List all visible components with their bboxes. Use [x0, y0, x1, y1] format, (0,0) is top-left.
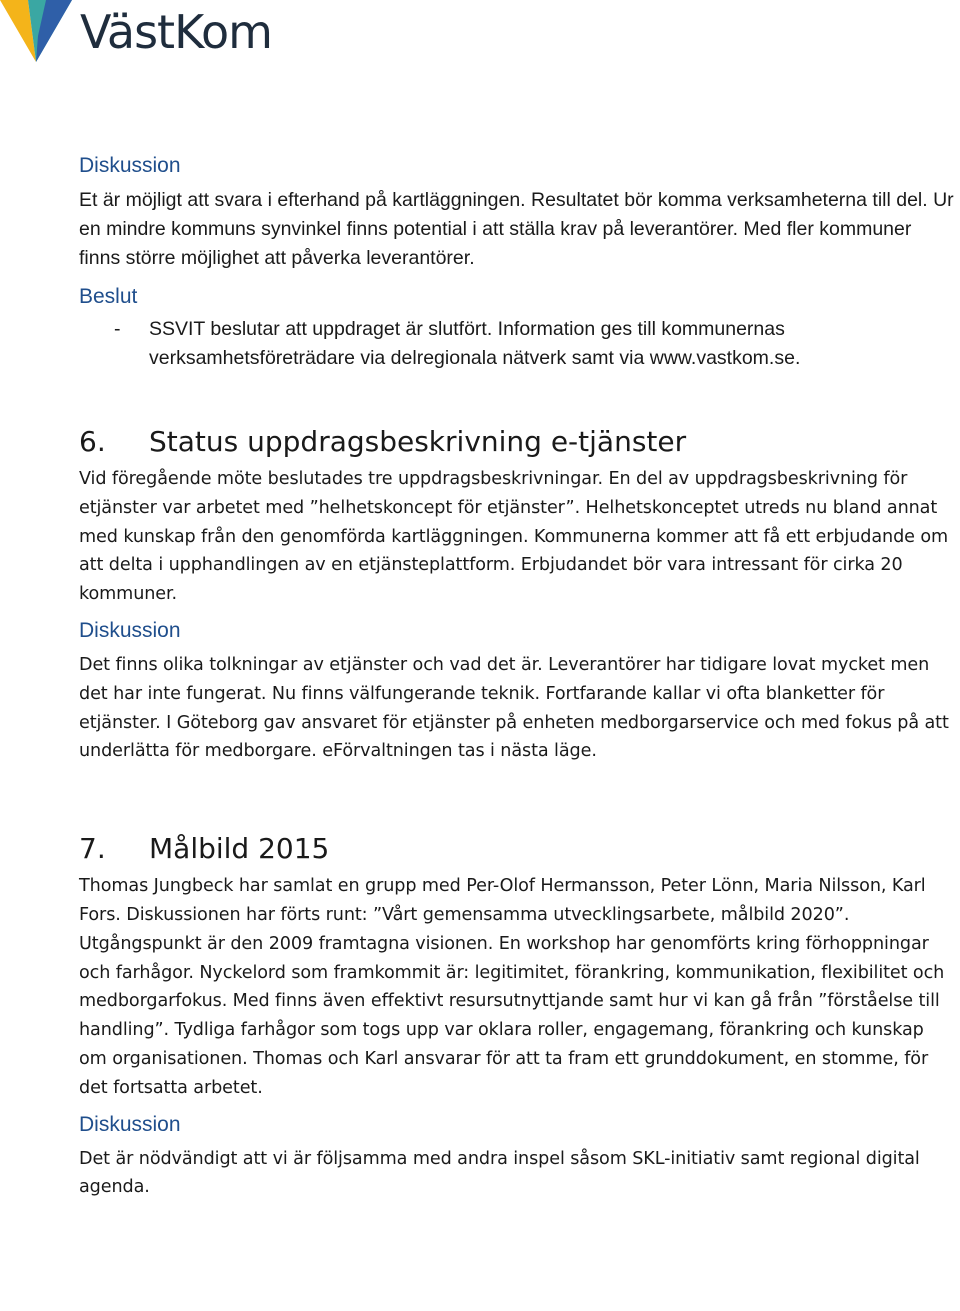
section-7 — [79, 832, 954, 1202]
section-paragraph: Thomas Jungbeck har samlat en grupp med Per-Olof Hermansson, Peter Lönn, Maria Nilsson, Karl Fors. Diskussionen har förts runt: ”Vårt gemensamma utvecklingsarbete, målbild 2020”. Utgångspunkt är den 2009 framtagna visionen. En workshop har genomförts kring förhoppningar och farhågor. Nyckelord som framkommit är: legitimitet, förankring, kommunikation, flexibilitet och medborgarfokus. Med finns även effektivt resursutnyttjande samt hur vi kan gå från ”förståelse till handling”. Tydliga farhågor som togs upp var oklara roller, engagemang, förankring och kunskap om organisationen. Thomas och Karl ansvarar för att ta fram ett grunddokument, en stomme, för det fortsatta arbetet. — [79, 876, 945, 1098]
section-number: 7. — [79, 832, 106, 866]
discussion-heading: Diskussion — [79, 618, 181, 642]
discussion-paragraph: Et är möjligt att svara i efterhand på kartläggningen. Resultatet bör komma verksamheterna till del. Ur en mindre kommuns synvinkel finns potential i att ställa krav på leverantörer. Med fler kommuner finns större möjlighet att påverka leverantörer. — [79, 189, 954, 269]
logo-wordmark: VästKom — [80, 5, 272, 59]
bullet-dash: - — [114, 318, 121, 340]
section-number: 6. — [79, 425, 106, 458]
section-6 — [79, 425, 954, 766]
section-title — [79, 832, 954, 866]
section-title — [79, 425, 954, 459]
document-body — [79, 152, 954, 1210]
vastkom-logo — [0, 0, 320, 60]
discussion-paragraph: Det finns olika tolkningar av etjänster och vad det är. Leverantörer har tidigare lovat mycket men det har inte fungerat. Nu finns välfungerande teknik. Fortfarande kallar vi ofta blanketter för etjänster. I Göteborg gav ansvaret för etjänster på enheten medborgarservice och med fokus på att underlätta för medborgare. eFörvaltningen tas i nästa läge. — [79, 654, 949, 762]
discussion-heading: Diskussion — [79, 1112, 181, 1136]
section-title-text: Status uppdragsbeskrivning e-tjänster — [149, 425, 687, 458]
decision-bullet — [79, 315, 954, 373]
discussion-paragraph: Det är nödvändigt att vi är följsamma med andra inspel såsom SKL-initiativ samt regional digital agenda. — [79, 1148, 920, 1198]
discussion-heading: Diskussion — [79, 154, 181, 177]
section-title-text: Målbild 2015 — [149, 832, 330, 866]
vastkom-logo-mark-icon — [0, 0, 76, 62]
decision-text: SSVIT beslutar att uppdraget är slutfört. Information ges till kommunernas verksamhetsföreträdare via delregionala nätverk samt via www.vastkom.se. — [149, 318, 801, 369]
section-paragraph: Vid föregående möte beslutades tre uppdragsbeskrivningar. En del av uppdragsbeskrivning för etjänster var arbetet med ”helhetskoncept för etjänster”. Helhetskonceptet utreds nu bland annat med kunskap från den genomförda kartläggningen. Kommunerna kommer att få ett erbjudande om att delta i upphandlingen av en etjänsteplattform. Erbjudandet bör vara intressant för cirka 20 kommuner. — [79, 469, 949, 605]
intro-section — [79, 152, 954, 373]
decision-heading: Beslut — [79, 285, 138, 308]
